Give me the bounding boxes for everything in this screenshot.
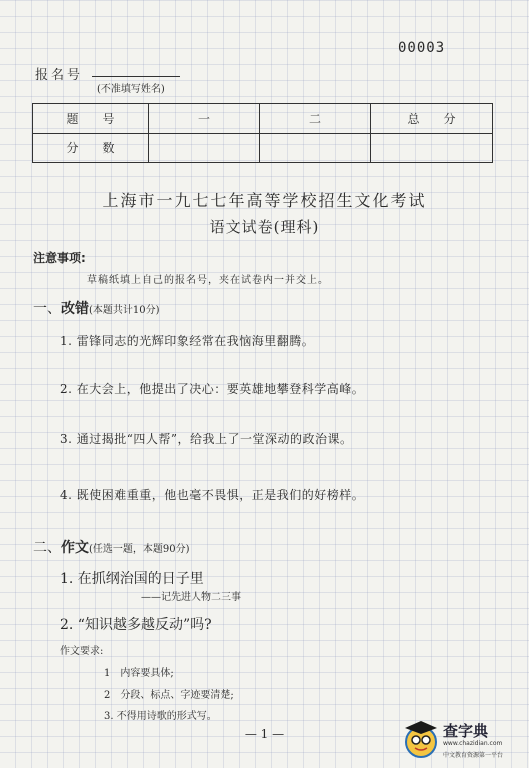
logo-url: www.chazidian.com [443, 740, 503, 747]
section1-title: 改错 [61, 301, 89, 317]
registration-note: (不准填写姓名) [97, 84, 165, 95]
notes-heading: 注意事项: [33, 251, 86, 265]
question-4: 4. 既使困难重重，他也毫不畏惧，正是我们的好榜样。 [60, 488, 365, 502]
section2-heading [33, 537, 190, 557]
registration-number-line [92, 76, 180, 77]
essay-requirement-2: 2 分段、标点、字迹要清楚; [104, 690, 234, 701]
score-cell-score-1 [149, 133, 260, 163]
essay-topic-1: 1. 在抓纲治国的日子里 [60, 571, 204, 587]
section2-note: (任选一题，本题90分) [89, 544, 190, 555]
logo-tagline: 中文教育资源第一平台 [443, 752, 504, 759]
page-number: — 1 — [244, 727, 285, 741]
exam-serial-number: 00003 [398, 40, 446, 56]
score-table-header-row [33, 104, 493, 134]
essay-topic-2: 2. “知识越多越反动”吗? [60, 617, 212, 633]
score-cell-score-2 [260, 133, 371, 163]
section1-heading [33, 298, 160, 318]
section1-number: 一、 [33, 301, 61, 317]
score-cell-total-label: 总 分 [371, 104, 493, 134]
logo-name: 查字典 [443, 722, 489, 740]
score-cell-score-label: 分 数 [33, 133, 149, 163]
section1-note: (本题共计10分) [89, 305, 160, 316]
score-table [32, 103, 493, 163]
exam-subtitle: 语文试卷(理科) [209, 218, 320, 236]
essay-requirements-label: 作文要求: [60, 646, 104, 657]
section2-number: 二、 [33, 540, 61, 556]
section2-title: 作文 [61, 540, 89, 556]
registration-number-label: 报名号 [35, 68, 84, 83]
score-table-score-row [33, 133, 493, 163]
essay-requirement-1: 1 内容要具体; [104, 668, 174, 679]
question-1: 1. 雷锋同志的光辉印象经常在我恼海里翻腾。 [60, 334, 315, 348]
score-cell-question-label: 题 号 [33, 104, 149, 134]
notes-text: 草稿纸填上自己的报名号，夹在试卷内一并交上。 [87, 275, 329, 286]
exam-title: 上海市一九七七年高等学校招生文化考试 [102, 191, 427, 210]
score-cell-question-2: 二 [260, 104, 371, 134]
question-3: 3. 通过揭批“四人帮”，给我上了一堂深动的政治课。 [60, 432, 353, 446]
score-cell-question-1: 一 [149, 104, 260, 134]
question-2: 2. 在大会上，他提出了决心：要英雄地攀登科学高峰。 [60, 382, 365, 396]
essay-requirement-3: 3. 不得用诗歌的形式写。 [104, 711, 217, 722]
score-cell-score-total [371, 133, 493, 163]
essay-topic-1-subtitle: ——记先进人物二三事 [141, 592, 241, 603]
